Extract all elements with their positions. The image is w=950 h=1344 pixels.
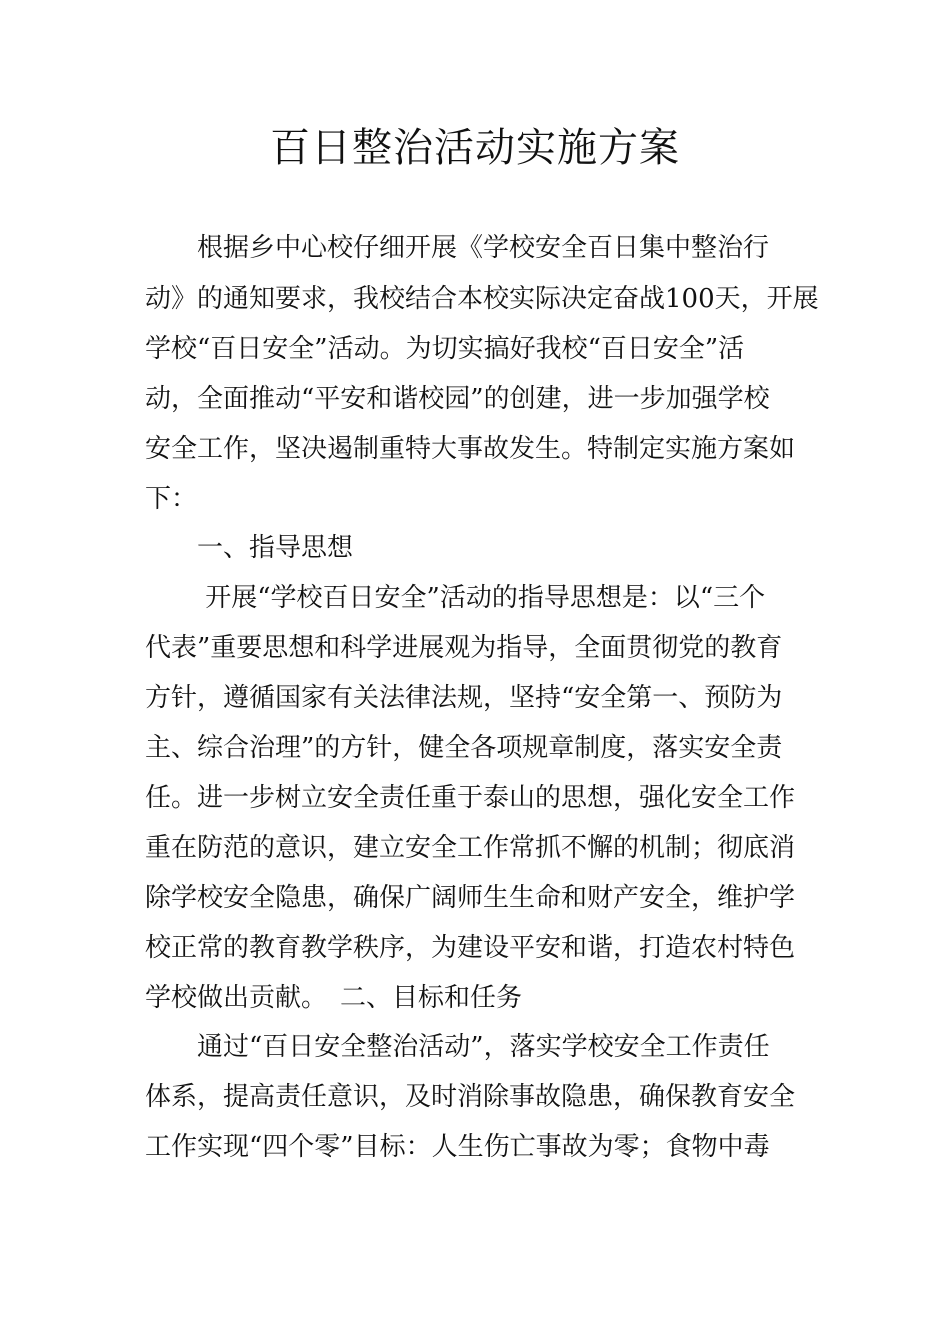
document-title: 百日整治活动实施方案 bbox=[270, 125, 680, 171]
body-line: 方针，遵循国家有关法律法规，坚持“安全第一、预防为 bbox=[145, 683, 783, 713]
body-line: 校正常的教育教学秩序，为建设平安和谐，打造农村特色 bbox=[145, 933, 796, 963]
body-line: 下： bbox=[145, 484, 198, 514]
body-line: 体系，提高责任意识，及时消除事故隐患，确保教育安全 bbox=[145, 1082, 796, 1112]
body-line: 通过“百日安全整治活动”，落实学校安全工作责任 bbox=[145, 1032, 770, 1062]
body-line: 重在防范的意识，建立安全工作常抓不懈的机制；彻底消 bbox=[145, 833, 796, 863]
body-line: 根据乡中心校仔细开展《学校安全百日集中整治行 bbox=[145, 233, 770, 263]
body-line: 动，全面推动“平安和谐校园”的创建，进一步加强学校 bbox=[145, 384, 770, 414]
body-line: 工作实现“四个零”目标：人生伤亡事故为零；食物中毒 bbox=[145, 1132, 770, 1162]
body-line: 代表”重要思想和科学进展观为指导，全面贯彻党的教育 bbox=[145, 633, 783, 663]
body-line: 安全工作，坚决遏制重特大事故发生。特制定实施方案如 bbox=[145, 434, 796, 464]
body-line: 学校做出贡献。 二、目标和任务 bbox=[145, 983, 523, 1013]
body-line: 主、综合治理”的方针，健全各项规章制度，落实安全责 bbox=[145, 733, 783, 763]
body-line: 任。进一步树立安全责任重于泰山的思想，强化安全工作 bbox=[145, 783, 796, 813]
body-line: 开展“学校百日安全”活动的指导思想是：以“三个 bbox=[145, 583, 766, 613]
body-line: 学校“百日安全”活动。为切实搞好我校“百日安全”活 bbox=[145, 334, 745, 364]
section-heading: 一、指导思想 bbox=[145, 533, 354, 563]
body-line: 动》的通知要求，我校结合本校实际决定奋战100天，开展 bbox=[145, 284, 819, 314]
body-line: 除学校安全隐患，确保广阔师生生命和财产安全，维护学 bbox=[145, 883, 796, 913]
